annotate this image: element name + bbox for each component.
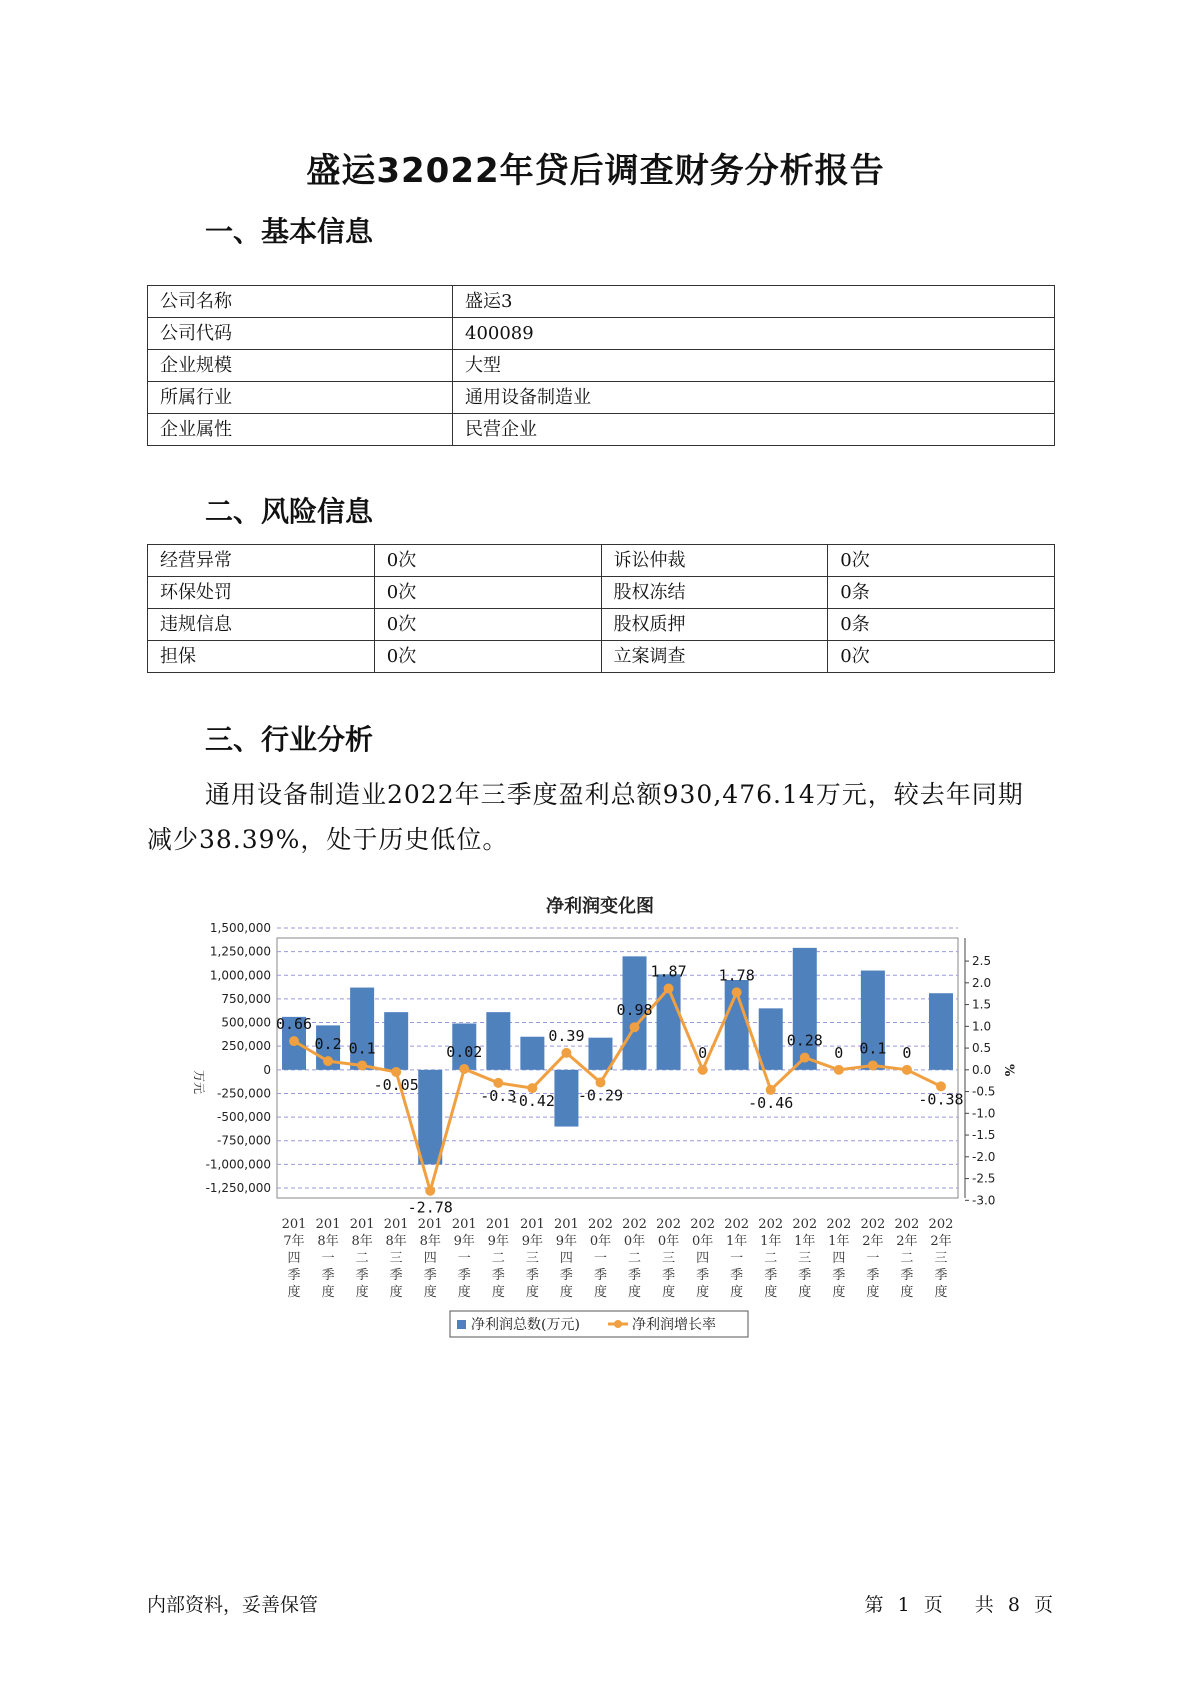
- y-right-tick-label: 2.5: [972, 954, 992, 969]
- y-right-tick-label: -2.0: [972, 1149, 996, 1164]
- growth-rate-point: [698, 1065, 708, 1075]
- y-left-tick-label: -750,000: [217, 1133, 271, 1148]
- legend-bar-label: 净利润总数(万元): [471, 1317, 580, 1333]
- growth-rate-label: 0.39: [548, 1026, 585, 1045]
- report-title: 盛运32022年贷后调查财务分析报告: [306, 151, 885, 191]
- x-category-label: 202 1年四季度: [826, 1217, 852, 1300]
- risk-info-label: 经营异常: [148, 545, 375, 577]
- growth-rate-label: 0.1: [859, 1039, 887, 1058]
- x-category-label: 202 2年二季度: [894, 1217, 920, 1300]
- basic-info-label: 公司代码: [148, 318, 453, 350]
- growth-rate-label: 0.1: [348, 1039, 376, 1058]
- y-left-tick-label: -500,000: [217, 1110, 271, 1125]
- x-category-label: 201 8年四季度: [417, 1217, 443, 1300]
- risk-info-label: 担保: [148, 641, 375, 673]
- growth-rate-label: -0.46: [748, 1093, 794, 1112]
- y-right-tick-label: -1.0: [972, 1106, 996, 1121]
- risk-info-label: 股权质押: [601, 609, 828, 641]
- x-category-label: 201 9年一季度: [451, 1217, 477, 1300]
- growth-rate-point: [561, 1048, 571, 1058]
- x-category-label: 201 8年一季度: [315, 1217, 341, 1300]
- x-category-label: 201 9年二季度: [485, 1217, 511, 1300]
- basic-info-value: 400089: [453, 318, 1055, 350]
- growth-rate-label: -0.42: [509, 1092, 555, 1111]
- total-num: 8: [1007, 1594, 1020, 1616]
- growth-rate-label: -0.3: [480, 1086, 517, 1105]
- industry-analysis-text: 通用设备制造业2022年三季度盈利总额930,476.14万元，较去年同期减少38.39%，处于历史低位。: [147, 780, 1024, 854]
- risk-info-label: 诉讼仲裁: [601, 545, 828, 577]
- growth-rate-label: -0.38: [918, 1090, 964, 1109]
- growth-rate-label: 0.02: [446, 1042, 483, 1061]
- growth-rate-point: [664, 983, 674, 993]
- x-category-label: 202 0年四季度: [690, 1217, 716, 1300]
- growth-rate-point: [289, 1036, 299, 1046]
- risk-info-label: 股权冻结: [601, 577, 828, 609]
- y-left-tick-label: -250,000: [217, 1086, 271, 1101]
- growth-rate-label: -0.29: [577, 1086, 624, 1105]
- x-category-label: 202 0年三季度: [656, 1217, 681, 1300]
- y-right-tick-label: 2.0: [972, 975, 992, 990]
- x-category-label: 202 1年三季度: [792, 1217, 818, 1300]
- y-left-tick-label: 1,000,000: [209, 968, 271, 983]
- risk-info-value: 0次: [374, 545, 601, 577]
- x-category-label: 202 0年二季度: [622, 1217, 647, 1300]
- risk-info-value: 0次: [374, 641, 601, 673]
- growth-rate-point: [459, 1064, 469, 1074]
- footer-page-number: [865, 1590, 1053, 1617]
- growth-rate-label: 0: [834, 1043, 844, 1062]
- growth-rate-label: -2.78: [407, 1198, 453, 1217]
- basic-info-label: 公司名称: [148, 286, 453, 318]
- growth-rate-label: 1.78: [718, 966, 755, 985]
- x-category-label: 202 2年三季度: [928, 1217, 954, 1300]
- y-right-tick-label: 0.5: [972, 1041, 992, 1056]
- profit-bar: [588, 1038, 612, 1070]
- y-left-tick-label: 1,500,000: [209, 921, 271, 935]
- growth-rate-label: 0: [902, 1043, 912, 1062]
- y-right-tick-label: -3.0: [972, 1193, 996, 1208]
- basic-info-value: 通用设备制造业: [453, 382, 1055, 414]
- x-category-label: 202 0年一季度: [588, 1217, 613, 1300]
- total-prefix: 共: [974, 1594, 994, 1616]
- basic-info-label: 企业属性: [148, 414, 453, 446]
- profit-bar: [486, 1012, 510, 1070]
- growth-rate-label: 1.87: [650, 962, 687, 981]
- y-right-tick-label: -0.5: [972, 1084, 996, 1099]
- y-left-tick-label: -1,250,000: [205, 1181, 271, 1195]
- y-left-tick-label: 500,000: [221, 1015, 271, 1030]
- profit-bar: [759, 1008, 783, 1069]
- growth-rate-point: [425, 1186, 435, 1196]
- x-category-label: 202 2年一季度: [860, 1217, 886, 1300]
- risk-info-label: 违规信息: [148, 609, 375, 641]
- x-category-label: 201 7年四季度: [281, 1217, 307, 1300]
- growth-rate-point: [357, 1060, 367, 1070]
- page-mid: 页: [923, 1594, 943, 1616]
- profit-bar: [520, 1037, 544, 1070]
- growth-rate-label: 0.98: [616, 1001, 653, 1020]
- page-prefix: 第: [864, 1594, 884, 1616]
- y-left-axis-label: 万元: [192, 1070, 206, 1095]
- page-num: 1: [897, 1594, 910, 1616]
- risk-info-label: 环保处罚: [148, 577, 375, 609]
- legend-line-marker: [614, 1320, 622, 1328]
- risk-info-label: 立案调查: [601, 641, 828, 673]
- y-right-tick-label: -2.5: [972, 1171, 996, 1186]
- growth-rate-label: 0.66: [275, 1015, 313, 1034]
- y-right-tick-label: 1.0: [972, 1019, 992, 1034]
- growth-rate-point: [868, 1060, 878, 1070]
- growth-rate-point: [834, 1065, 844, 1075]
- section-basic-info: 一、基本信息: [205, 215, 374, 248]
- growth-rate-point: [800, 1053, 810, 1063]
- y-right-tick-label: -1.5: [972, 1128, 996, 1143]
- chart-title: 净利润变化图: [546, 896, 654, 917]
- y-right-axis-label: %: [1001, 1064, 1016, 1077]
- basic-info-label: 所属行业: [148, 382, 453, 414]
- profit-bar: [384, 1012, 408, 1070]
- x-category-label: 201 8年三季度: [383, 1217, 409, 1300]
- x-category-label: 201 8年二季度: [349, 1217, 375, 1300]
- risk-info-value: 0次: [374, 577, 601, 609]
- risk-info-value: 0条: [828, 609, 1055, 641]
- y-left-tick-label: -1,000,000: [205, 1157, 271, 1172]
- section-industry-analysis: 三、行业分析: [205, 723, 374, 756]
- basic-info-label: 企业规模: [148, 350, 453, 382]
- risk-info-value: 0次: [374, 609, 601, 641]
- growth-rate-point: [323, 1056, 333, 1066]
- x-category-label: 201 9年三季度: [519, 1217, 545, 1300]
- growth-rate-label: 0: [698, 1043, 708, 1062]
- risk-info-value: 0次: [828, 545, 1055, 577]
- profit-bar: [554, 1070, 578, 1127]
- growth-rate-point: [732, 987, 742, 997]
- basic-info-value: 盛运3: [453, 286, 1055, 318]
- y-left-tick-label: 750,000: [221, 991, 271, 1006]
- x-category-label: 201 9年四季度: [554, 1217, 579, 1300]
- total-suffix: 页: [1033, 1594, 1053, 1616]
- growth-rate-point: [630, 1022, 640, 1032]
- y-right-tick-label: 0.0: [972, 1062, 992, 1077]
- growth-rate-label: 0.28: [786, 1031, 823, 1050]
- basic-info-value: 民营企业: [453, 414, 1055, 446]
- footer-confidential-note: 内部资料，妥善保管: [147, 1594, 319, 1616]
- growth-rate-point: [902, 1065, 912, 1075]
- profit-bar: [929, 993, 953, 1070]
- x-category-label: 202 1年一季度: [724, 1217, 750, 1300]
- profit-bar: [350, 988, 374, 1070]
- risk-info-value: 0条: [828, 577, 1055, 609]
- y-left-tick-label: 1,250,000: [209, 944, 271, 959]
- y-right-tick-label: 1.5: [972, 997, 992, 1012]
- growth-rate-label: 0.2: [314, 1035, 342, 1054]
- y-left-tick-label: 250,000: [221, 1039, 271, 1054]
- profit-bar: [793, 948, 817, 1070]
- legend-line-label: 净利润增长率: [632, 1317, 716, 1333]
- risk-info-value: 0次: [828, 641, 1055, 673]
- profit-bar: [418, 1070, 442, 1165]
- basic-info-value: 大型: [453, 350, 1055, 382]
- legend-bar-swatch: [457, 1320, 466, 1329]
- growth-rate-label: -0.05: [373, 1075, 419, 1094]
- section-risk-info: 二、风险信息: [205, 495, 374, 528]
- x-category-label: 202 1年二季度: [758, 1217, 784, 1300]
- y-left-tick-label: 0: [263, 1062, 271, 1077]
